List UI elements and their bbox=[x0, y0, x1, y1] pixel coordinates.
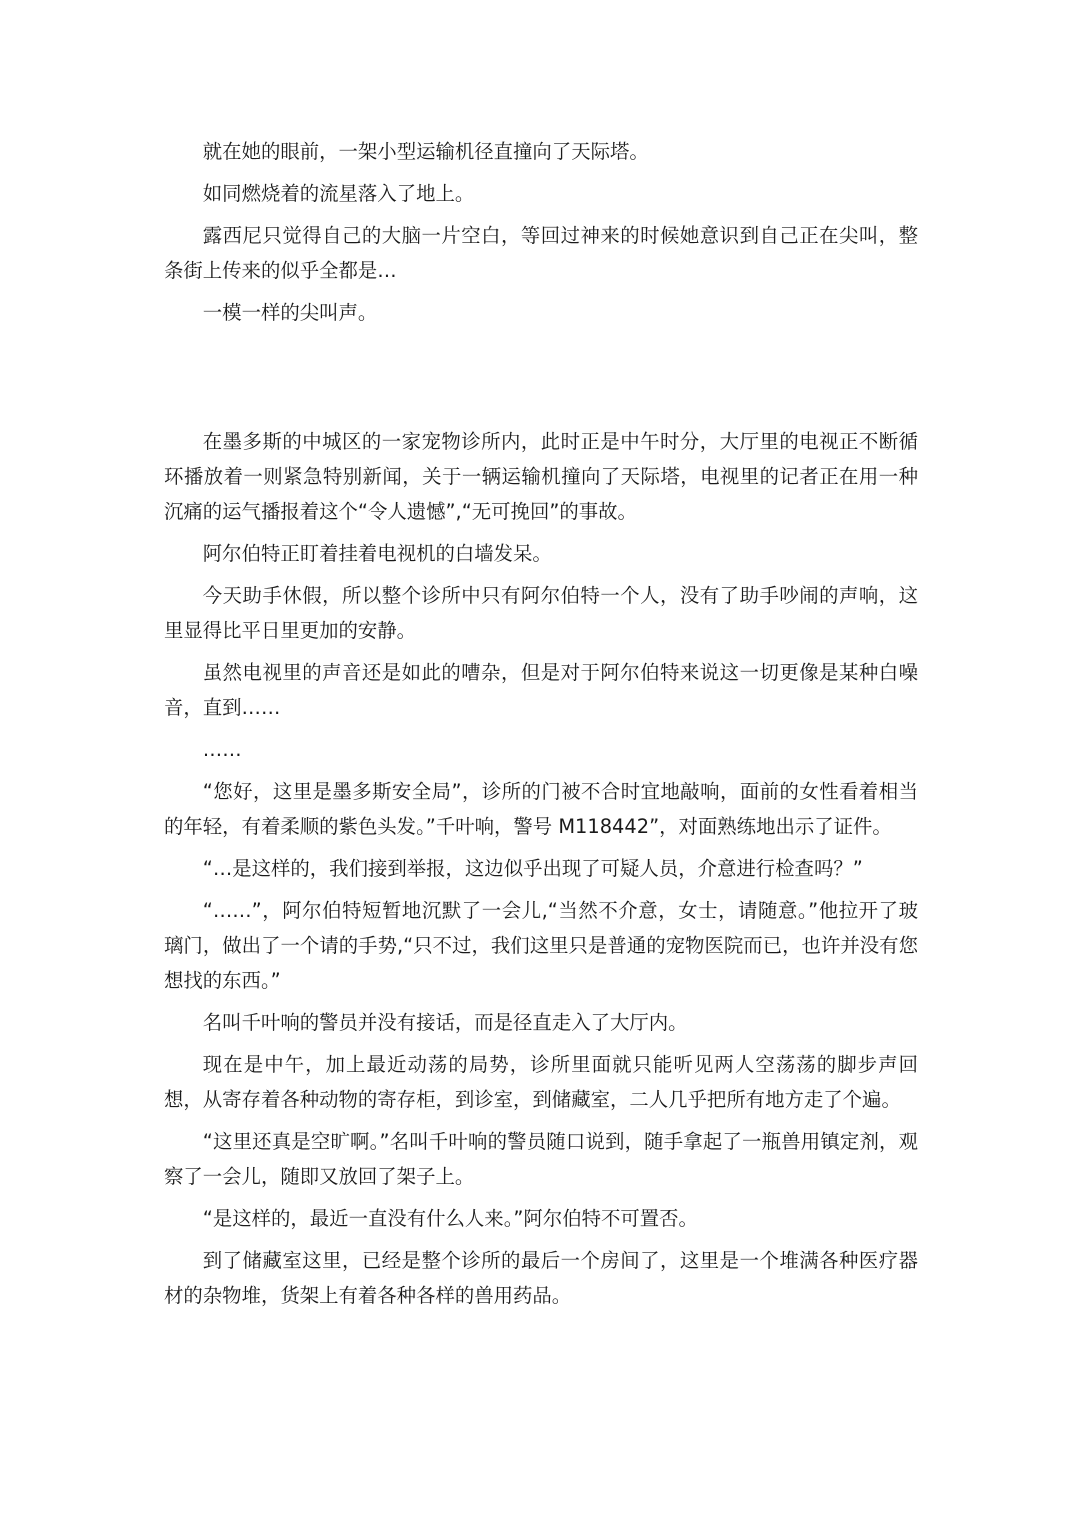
paragraph: “这里还真是空旷啊。”名叫千叶响的警员随口说到，随手拿起了一瓶兽用镇定剂，观察了一会儿，随即又放回了架子上。 bbox=[164, 1130, 918, 1188]
section-break bbox=[164, 337, 918, 424]
paragraph: 到了储藏室这里，已经是整个诊所的最后一个房间了，这里是一个堆满各种医疗器材的杂物堆，货架上有着各种各样的兽用药品。 bbox=[164, 1249, 918, 1307]
paragraph: “是这样的，最近一直没有什么人来。”阿尔伯特不可置否。 bbox=[202, 1207, 698, 1230]
paragraph: “…是这样的，我们接到举报，这边似乎出现了可疑人员，介意进行检查吗？” bbox=[202, 857, 863, 880]
document-page bbox=[164, 134, 918, 1320]
paragraph: 今天助手休假，所以整个诊所中只有阿尔伯特一个人，没有了助手吵闹的声响，这里显得比平日里更加的安静。 bbox=[164, 584, 918, 642]
paragraph: 在墨多斯的中城区的一家宠物诊所内，此时正是中午时分，大厅里的电视正不断循环播放着一则紧急特别新闻，关于一辆运输机撞向了天际塔，电视里的记者正在用一种沉痛的运气播报着这个“令人遗憾”,“无可挽回”的事故。 bbox=[164, 430, 918, 523]
paragraph: 现在是中午，加上最近动荡的局势，诊所里面就只能听见两人空荡荡的脚步声回想，从寄存着各种动物的寄存柜，到诊室，到储藏室，二人几乎把所有地方走了个遍。 bbox=[164, 1053, 918, 1111]
section-one bbox=[164, 134, 918, 330]
paragraph: 名叫千叶响的警员并没有接话，而是径直走入了大厅内。 bbox=[202, 1011, 688, 1034]
paragraph: “您好，这里是墨多斯安全局”，诊所的门被不合时宜地敲响，面前的女性看着相当的年轻，有着柔顺的紫色头发。”千叶响，警号 M118442”，对面熟练地出示了证件。 bbox=[164, 780, 918, 838]
paragraph: 一模一样的尖叫声。 bbox=[202, 301, 378, 324]
paragraph: 露西尼只觉得自己的大脑一片空白，等回过神来的时候她意识到自己正在尖叫，整条街上传来的似乎全都是… bbox=[164, 224, 918, 282]
paragraph: 阿尔伯特正盯着挂着电视机的白墙发呆。 bbox=[202, 542, 552, 565]
paragraph: 虽然电视里的声音还是如此的嘈杂，但是对于阿尔伯特来说这一切更像是某种白噪音，直到…… bbox=[164, 661, 918, 719]
paragraph: …… bbox=[202, 738, 242, 761]
paragraph: 就在她的眼前，一架小型运输机径直撞向了天际塔。 bbox=[202, 140, 649, 163]
section-two bbox=[164, 424, 918, 1313]
paragraph: “……”，阿尔伯特短暂地沉默了一会儿,“当然不介意，女士，请随意。”他拉开了玻璃门，做出了一个请的手势,“只不过，我们这里只是普通的宠物医院而已，也许并没有您想找的东西。” bbox=[164, 899, 918, 992]
paragraph: 如同燃烧着的流星落入了地上。 bbox=[202, 182, 475, 205]
